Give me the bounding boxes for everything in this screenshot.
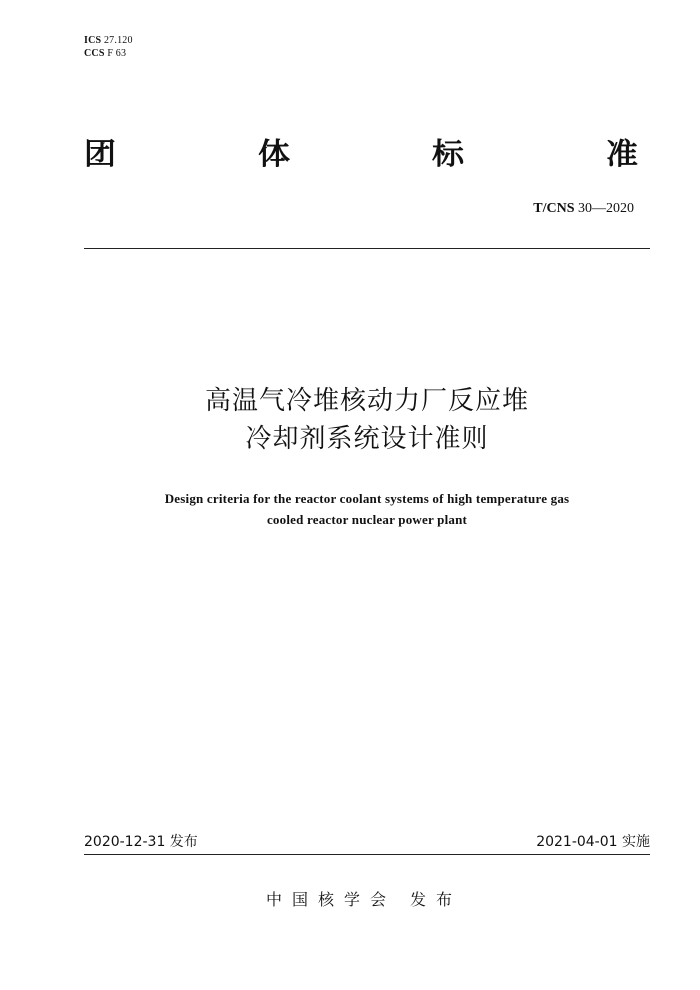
chinese-title-line-1: 高温气冷堆核动力厂反应堆 xyxy=(204,386,529,416)
publisher-name: 中国核学会 xyxy=(266,890,397,909)
ccs-line xyxy=(84,47,133,60)
standard-type-heading xyxy=(84,136,638,173)
ics-label: ICS xyxy=(84,35,102,46)
standard-type-char-2: 体 xyxy=(257,136,290,172)
standard-code xyxy=(533,200,634,218)
english-title-line-1: Design criteria for the reactor coolant systems of high temperature gas xyxy=(164,491,570,506)
implement-date: 2021-04-01 实施 xyxy=(536,834,650,850)
ccs-code: F 63 xyxy=(107,48,127,59)
classification-codes xyxy=(84,34,133,60)
chinese-title-line-2: 冷却剂系统设计准则 xyxy=(245,424,489,454)
publisher xyxy=(266,890,462,910)
standard-code-prefix: T/CNS xyxy=(533,201,575,216)
chinese-title xyxy=(0,382,700,458)
ics-line xyxy=(84,34,133,47)
standard-code-number: 30—2020 xyxy=(578,201,634,216)
publisher-action: 发布 xyxy=(410,890,463,909)
publish-date: 2020-12-31 发布 xyxy=(84,834,198,850)
bottom-divider xyxy=(84,854,650,855)
standard-type-char-3: 标 xyxy=(431,136,464,172)
top-divider xyxy=(84,248,650,249)
english-title xyxy=(60,488,674,530)
standard-type-char-4: 准 xyxy=(605,136,638,172)
standard-type-char-1: 团 xyxy=(84,136,117,172)
ics-code: 27.120 xyxy=(103,35,133,46)
english-title-line-2: cooled reactor nuclear power plant xyxy=(266,512,468,527)
ccs-label: CCS xyxy=(84,48,105,59)
